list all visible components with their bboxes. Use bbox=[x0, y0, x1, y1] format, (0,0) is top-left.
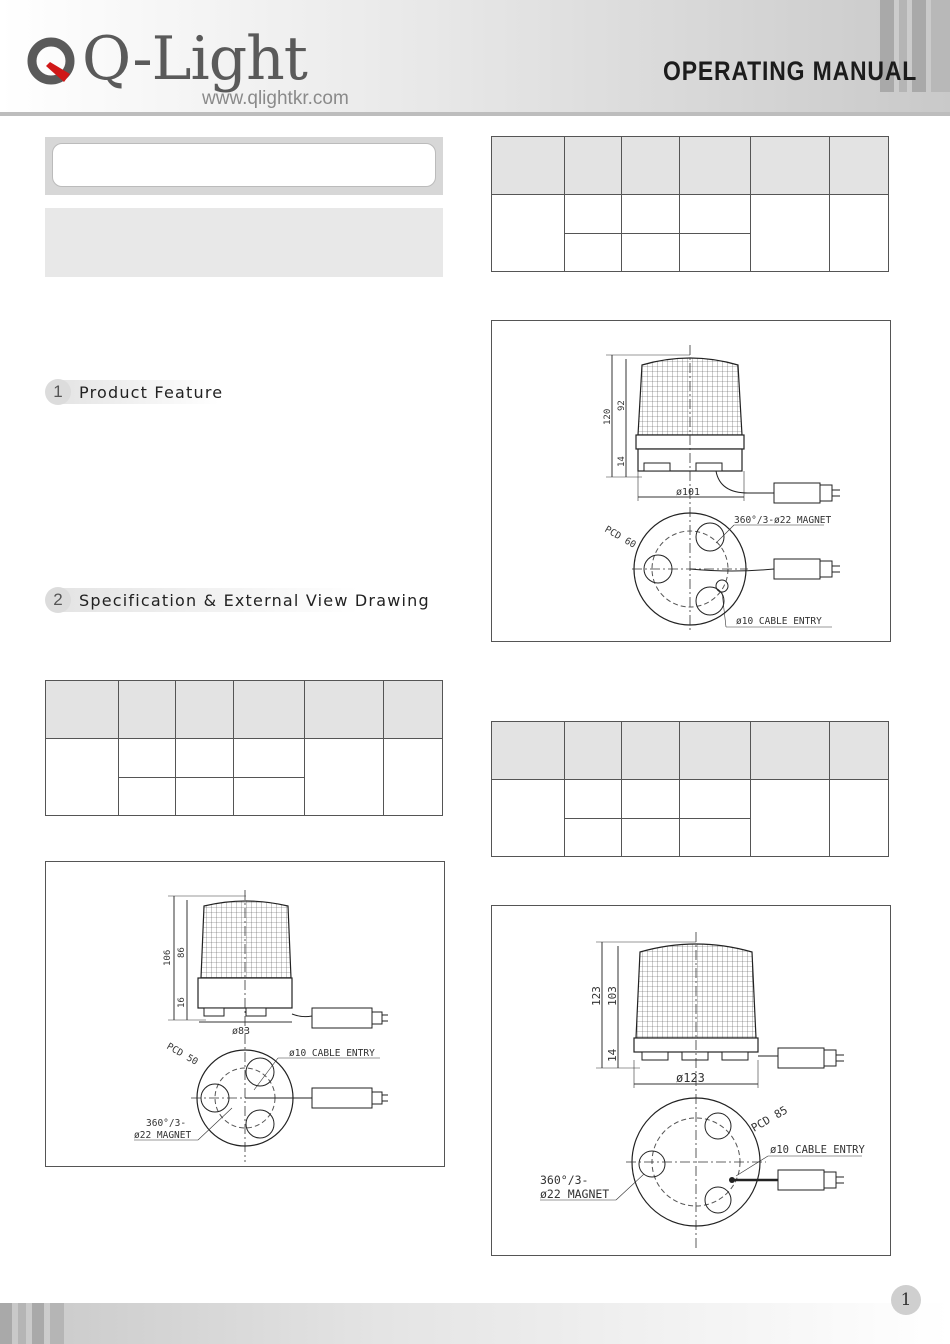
magnet bbox=[644, 463, 670, 471]
cable-plug bbox=[774, 483, 820, 503]
section-number: 1 bbox=[45, 379, 71, 405]
logo-text: Q-Light bbox=[82, 24, 307, 94]
dim-height-lens: 92 bbox=[617, 400, 627, 411]
footer-stripe bbox=[32, 1303, 44, 1344]
logo-q-mark-icon bbox=[26, 36, 76, 86]
footer-stripe bbox=[18, 1303, 26, 1344]
dim-height-total: 106 bbox=[163, 949, 173, 966]
beacon-drawing-svg bbox=[492, 321, 890, 641]
magnet bbox=[682, 1052, 708, 1060]
page-header bbox=[0, 0, 950, 116]
dim-height-total: 120 bbox=[603, 408, 613, 425]
cable-plug bbox=[778, 1048, 824, 1068]
footer-stripe bbox=[0, 1303, 12, 1344]
section-product-feature bbox=[45, 379, 225, 407]
pcd-label: PCD 50 bbox=[164, 1041, 200, 1068]
website-url: www.qlightkr.com bbox=[202, 88, 349, 109]
magnet-label-line2: ø22 MAGNET bbox=[134, 1130, 192, 1141]
dim-height-lens: 86 bbox=[177, 947, 187, 958]
pcd-label: PCD 85 bbox=[749, 1103, 790, 1135]
lens-dome bbox=[201, 901, 291, 978]
cable-entry-label: ø10 CABLE ENTRY bbox=[289, 1048, 375, 1059]
dim-height-base: 14 bbox=[617, 456, 627, 467]
dim-height-base: 14 bbox=[606, 1048, 619, 1062]
page-number: 1 bbox=[891, 1285, 921, 1315]
cable-entry-label: ø10 CABLE ENTRY bbox=[770, 1144, 865, 1156]
dim-diameter: ø83 bbox=[232, 1026, 251, 1037]
dim-height-lens: 103 bbox=[606, 986, 619, 1006]
dim-diameter: ø101 bbox=[676, 487, 701, 498]
magnet bbox=[204, 1008, 224, 1016]
beacon-drawing-svg bbox=[46, 862, 444, 1166]
beacon-drawing-svg bbox=[492, 906, 890, 1255]
external-view-drawing bbox=[45, 861, 445, 1167]
cable-plug bbox=[312, 1008, 372, 1028]
external-view-drawing bbox=[491, 320, 891, 642]
model-title-field bbox=[52, 143, 436, 187]
magnet-label-line1: 360°/3- bbox=[146, 1118, 187, 1129]
model-title-bar bbox=[45, 137, 443, 195]
magnet bbox=[642, 1052, 668, 1060]
magnet-label-line2: ø22 MAGNET bbox=[540, 1187, 610, 1201]
section-specification bbox=[45, 587, 430, 615]
section-title: Product Feature bbox=[79, 383, 224, 402]
external-view-drawing bbox=[491, 905, 891, 1256]
dim-diameter: ø123 bbox=[676, 1071, 705, 1085]
spec-table bbox=[45, 680, 443, 816]
page-footer bbox=[0, 1303, 950, 1344]
magnet bbox=[696, 463, 722, 471]
spec-table bbox=[491, 721, 889, 857]
q-light-logo bbox=[26, 26, 406, 116]
header-stripe bbox=[931, 0, 950, 92]
magnet-label-line1: 360°/3- bbox=[540, 1173, 589, 1187]
intro-box bbox=[45, 208, 443, 277]
spec-table bbox=[491, 136, 889, 272]
magnet bbox=[722, 1052, 748, 1060]
pcd-label: PCD 60 bbox=[602, 524, 638, 551]
cable-entry-label: ø10 CABLE ENTRY bbox=[736, 616, 822, 627]
footer-stripe bbox=[50, 1303, 64, 1344]
doc-type-title: OPERATING MANUAL bbox=[663, 56, 918, 86]
magnet bbox=[246, 1008, 266, 1016]
magnet-label: 360°/3-ø22 MAGNET bbox=[734, 515, 832, 526]
dim-height-total: 123 bbox=[590, 986, 603, 1006]
dim-height-base: 16 bbox=[177, 997, 187, 1008]
section-number: 2 bbox=[45, 587, 71, 613]
section-title: Specification & External View Drawing bbox=[79, 591, 430, 610]
